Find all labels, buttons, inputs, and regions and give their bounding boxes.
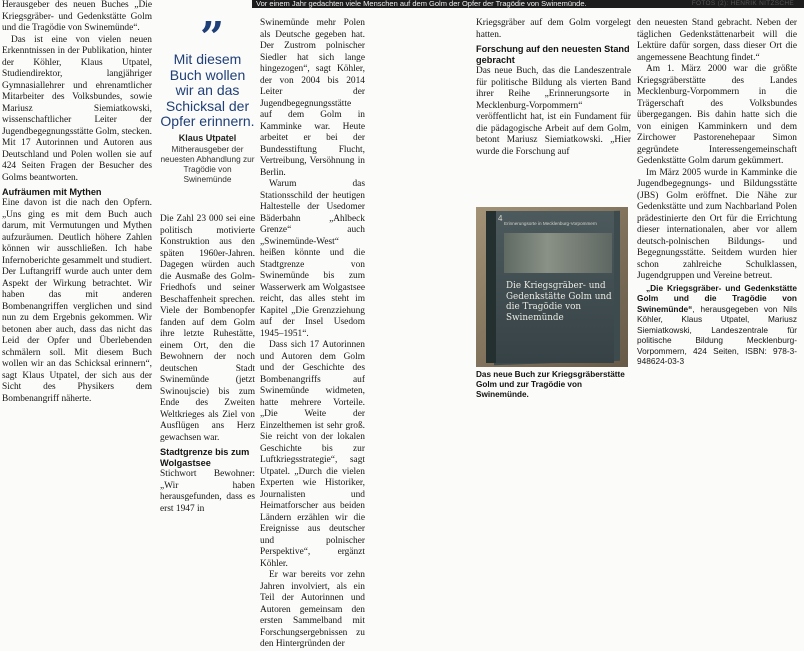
book-volume-number: 4	[498, 214, 503, 223]
paragraph: Warum das Stationsschild der heutigen Haltestelle der Usedomer Bäderbahn „Ahlbeck Grenze“ auch „Swinemünde-West“ heißen könnte und die Stadtgrenze von Swinemünde bis zum Wasserwerk am Wolgastsee reicht, das alles steht im Kapitel „Die Grenzziehung auf der Insel Usedom 1945–1951“.	[260, 179, 365, 339]
book-reference	[637, 283, 797, 367]
book-cover-image	[504, 233, 612, 273]
paragraph: den neuesten Stand gebracht. Neben der täglichen Gedenkstättenarbeit will die Lektüre dafür sorgen, dass dieser Ort die angemessene Beachtung findet.“	[637, 18, 797, 63]
quote-author: Klaus Utpatel	[178, 133, 237, 143]
paragraph: Swinemünde mehr Polen als Deutsche gegeben hat. Der Zustrom polnischer Siedler hat sich lange hingezogen“, sagt Köhler, der von 2004 bis 2014 Leiter der Jugendbegegnungsstätte auf dem Golm in Kamminke war. Heute arbeitet er bei der Bundesstiftung Flucht, Vertreibung, Versöhnung in Berlin.	[260, 18, 365, 178]
paragraph: Dass sich 17 Autorinnen und Autoren dem Golm und der Geschichte des Bombenangriffs auf Swinemünde widmeten, hatte mehrere Vorteile. „Die Weite der Einzelthemen ist sehr groß. Sie reicht von der lokalen Geschichte bis zur Luftkriegsstrategie“, sagt Utpatel. „Durch die vielen Experten wie Historiker, Journalisten und Heimatforscher aus beiden Ländern erzählen wir die Ereignisse aus deutscher und polnischer Perspektive“, ergänzt Köhler.	[260, 340, 365, 569]
book-photo	[476, 207, 628, 367]
paragraph: Im März 2005 wurde in Kamminke die Jugendbegegnungs- und Bildungsstätte (JBS) Golm eröffnet. Die Nähe zur Gedenkstätte und zum Nachbarland Polen prädestinierte den Ort für die Errichtung dieser internationalen, aber vor allem deutsch-polnischen Bildungs- und Begegnungsstätte. Seitdem wurden hier schon zahlreiche Schulklassen, Jugendgruppen und Vereine betreut.	[637, 167, 797, 281]
photo-caption: Das neue Buch zur Kriegsgräberstätte Golm und zur Tragödie von Swinemünde.	[476, 370, 625, 399]
column-5	[637, 18, 797, 420]
paragraph: Kriegsgräber auf dem Golm vorgelegt hatten.	[476, 18, 631, 40]
column-4	[476, 18, 631, 218]
strip-caption: Vor einem Jahr gedachten viele Menschen auf dem Golm der Opfer der Tragödie von Swinemünde.	[252, 0, 804, 8]
paragraph: Er war bereits vor zehn Jahren involviert, als ein Teil der Autorinnen und Autoren gemeinsam den ersten Sammelband mit Forschungsergebnissen zu den Hintergründen der	[260, 570, 365, 649]
paragraph: Eine davon ist die nach den Opfern. „Uns ging es mit dem Buch auch darum, mit Vermutungen und Mythen aufzuräumen. Deutlich höhere Zahlen können wir ausschließen. Ich habe Infernoberichte gesammelt und studiert. Der Luftangriff wurde auch unter dem Aspekt der Wirkung betrachtet. Wir haben das mit anderen Bombenangriffen verglichen und sind nun zu dem Ergebnis gekommen. Wir betonen aber auch, dass das nicht das Leid der Opfer und Überlebenden schmälern soll. Mit diesem Buch wollen wir an das Schicksal erinnern“, sagt Klaus Utpatel, der sich aus der Sicht des Physikers dem Bombenangriff näherte.	[2, 198, 152, 404]
column-2	[160, 214, 255, 514]
column-3	[260, 18, 365, 649]
book-cover	[486, 211, 614, 363]
paragraph: Die Zahl 23 000 sei eine politisch motivierte Konstruktion aus den späten 1960er-Jahren. Dagegen würden auch die Ausmaße des Golm-Friedhofs und seiner Beschaffenheit sprechen. Viele der Bombenopfer fanden auf dem Golm ihre letzte Ruhestätte, einem Ort, den die Bewohnern der noch deutschen Stadt Swinemünde (jetzt Swinoujscie) bis zum Ende des Zweiten Weltkrieges als Ziel von Ausflügen ans Herz gewachsen war.	[160, 214, 255, 443]
book-reference-title: „Die Kriegsgräber- und Gedenkstätte Golm und die Tragödie von Swinemünde“	[637, 282, 797, 314]
subheading: Forschung auf den neuesten Stand gebracht	[476, 44, 630, 65]
quote-mark-icon: ”	[200, 13, 225, 62]
subheading: Aufräumen mit Mythen	[2, 187, 102, 197]
subheading: Stadtgrenze bis zum Wolgastsee	[160, 447, 250, 468]
paragraph: Das ist eine von vielen neuen Erkenntnissen in der Publikation, hinter der Köhler, Klaus Utpatel, Studiendirektor, langjähriger Gymnasiallehrer und ehrenamtlicher Mitarbeiter des Volksbundes, sowie Mariusz Siemiatkowski, wissenschaftlicher Leiter der Jugendbegegnungsstätte Golm, stecken. Mit 17 Autorinnen und Autoren aus Deutschland und Polen wollen sie auf 424 Seiten Fragen der Besucher des Golms beantworten.	[2, 34, 152, 183]
photo-credit: FOTOS (2): HENRIK NITZSCHE	[691, 0, 794, 7]
book-reference-details: , herausgegeben von Nils Köhler, Klaus Utpatel, Mariusz Siemiatkowski, Landeszentrale für politische Bildung Mecklenburg-Vorpommern, 424 Seiten, ISBN: 978-3-948624-03-3	[637, 303, 797, 366]
quote-author-role: Mitherausgeber der neuesten Abhandlung zur Tragödie von Swinemünde	[160, 144, 255, 184]
paragraph: Stichwort Bewohner: „Wir haben herausgefunden, dass es erst 1947 in	[160, 469, 255, 514]
quote-text: Mit diesem Buch wollen wir an das Schicksal der Opfer erinnern.	[160, 51, 255, 129]
book-series: Erinnerungsorte in Mecklenburg-Vorpommern	[504, 221, 597, 226]
paragraph: Das neue Buch, das die Landeszentrale für politische Bildung als vierten Band ihrer Reihe „Erinnerungsorte in Mecklenburg-Vorpommern“ veröffentlicht hat, ist ein Fundament für die pädagogische Arbeit auf dem Golm, betont Mariusz Siemiatkowski. „Hier wurde die Forschung auf	[476, 66, 631, 157]
book-title: Die Kriegsgräber- und Gedenkstätte Golm und die Tragödie von Swinemünde	[506, 281, 612, 323]
column-1	[2, 0, 152, 402]
paragraph: Am 1. März 2000 war die größte Kriegsgräberstätte des Landes Mecklenburg-Vorpommern in die Trägerschaft des Volksbundes übergegangen. Bis dahin hatte sich die von einigen Kamminkern und dem Zirchower Pastorenehepaar Simon gegründete Interessengemeinschaft Gedenkstätte Golm darum gekümmert.	[637, 64, 797, 166]
pull-quote	[160, 13, 255, 208]
paragraph: Herausgeber des neuen Buches „Die Kriegsgräber- und Gedenkstätte Golm und die Tragödie von Swinemünde“.	[2, 0, 152, 33]
